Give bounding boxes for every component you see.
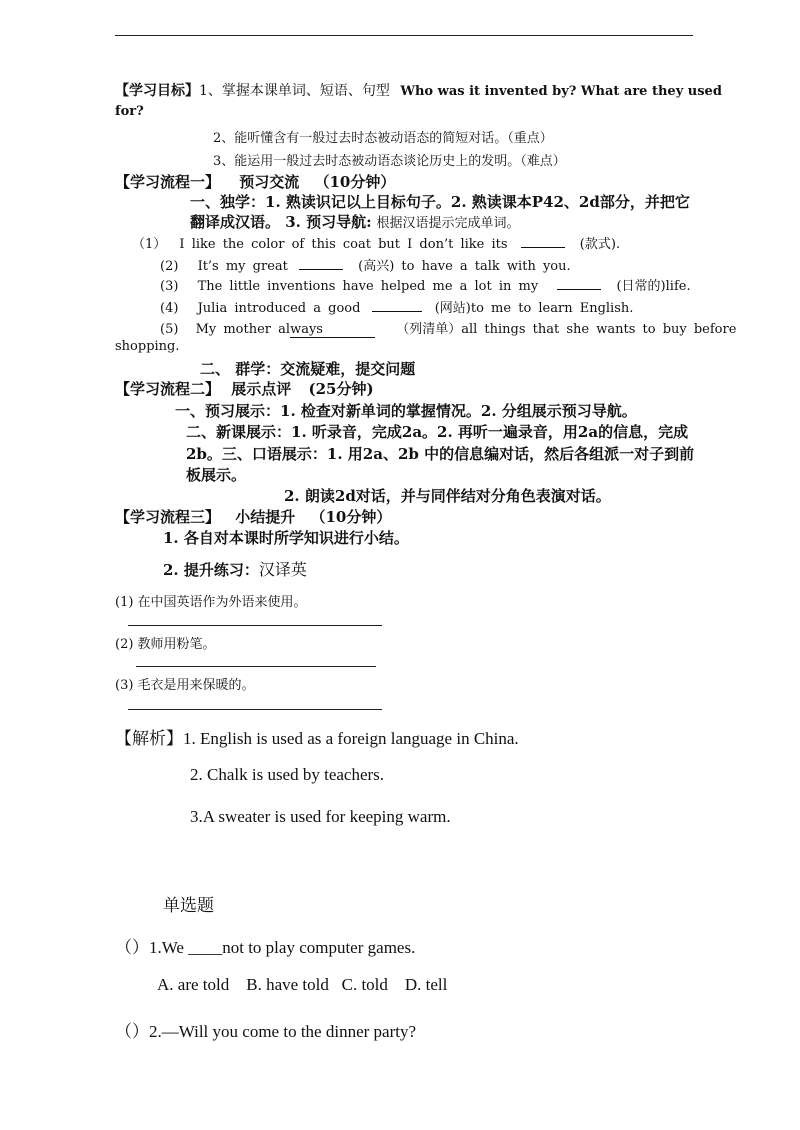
objectives-item1-cont: for? <box>115 104 144 119</box>
translation-3-answer-line[interactable] <box>128 709 382 710</box>
analysis-line1 <box>115 724 519 749</box>
flow3-time: （10分钟） <box>310 508 392 526</box>
mcq-q1-options[interactable]: A. are told B. have told C. told D. tell <box>157 975 448 994</box>
flow2-line4: 板展示。 <box>186 466 247 484</box>
analysis-a2: 2. Chalk is used by teachers. <box>190 765 385 784</box>
flow3-line2b: 汉译英 <box>258 560 307 579</box>
objectives-line1 <box>115 80 722 100</box>
mcq-q1: （）1.We ____not to play computer games. <box>115 938 416 957</box>
translation-2: (2) 教师用粉笔。 <box>115 637 216 652</box>
flow1-step1-line2 <box>190 211 519 232</box>
flow1-step1-line2a: 翻译成汉语。 3. 预习导航: <box>190 213 372 231</box>
translation-1: (1) 在中国英语作为外语来使用。 <box>115 595 307 610</box>
translation-3: (3) 毛衣是用来保暖的。 <box>115 678 255 693</box>
analysis-a3: 3.A sweater is used for keeping warm. <box>190 807 451 826</box>
objectives-item1-cn: 1、掌握本课单词、短语、句型 <box>199 83 390 99</box>
mcq-title: 单选题 <box>163 896 214 916</box>
exercise-5: (5) My mother always （列清单）all things that she wants to buy before <box>160 322 737 337</box>
flow3-title: 【学习流程三】 <box>115 508 221 526</box>
mcq-q2: （）2.—Will you come to the dinner party? <box>115 1022 416 1041</box>
flow3-line2a: 2. 提升练习： <box>163 561 259 579</box>
flow2-time: (25分钟) <box>308 380 374 398</box>
objectives-item1-en: Who was it invented by? What are they used <box>400 84 722 99</box>
translation-2-answer-line[interactable] <box>136 666 376 667</box>
exercise-4: (4) Julia introduced a good (网站)to me to learn English. <box>160 301 634 316</box>
objectives-label: 【学习目标】 <box>115 83 199 99</box>
flow1-time: （10分钟） <box>314 173 396 191</box>
exercise-5-cont: shopping. <box>115 339 180 354</box>
analysis-label: 【解析】 <box>115 729 183 748</box>
objectives-item2: 2、能听懂含有一般过去时态被动语态的简短对话。（重点） <box>213 131 553 146</box>
flow2-title: 【学习流程二】 <box>115 380 221 398</box>
flow3-heading <box>115 506 391 527</box>
flow2-line3: 2b。三、口语展示：1. 用2a、2b 中的信息编对话，然后各组派一对子到前 <box>186 445 695 463</box>
flow1-step1-line1: 一、独学：1. 熟读识记以上目标句子。2. 熟读课本P42、2d部分，并把它 <box>190 193 690 211</box>
flow2-line1: 一、预习展示：1. 检查对新单词的掌握情况。2. 分组展示预习导航。 <box>175 402 637 420</box>
flow3-line1: 1. 各自对本课时所学知识进行小结。 <box>163 529 409 547</box>
flow1-step1-line2b: 根据汉语提示完成单词。 <box>376 216 520 231</box>
exercise-5-blank[interactable]: ways <box>290 322 375 338</box>
exercise-2-blank[interactable] <box>299 257 343 270</box>
flow2-line2: 二、新课展示：1. 听录音，完成2a。2. 再听一遍录音，用2a的信息，完成 <box>186 423 689 441</box>
exercise-1: （1） I like the color of this coat but I don’t like its (款式). <box>132 237 621 252</box>
flow2-line5: 2. 朗读2d对话，并与同伴结对分角色表演对话。 <box>284 487 611 505</box>
header-rule <box>115 35 693 36</box>
exercise-2: (2) It’s my great (高兴) to have a talk with you. <box>160 259 571 274</box>
flow3-line2 <box>163 557 307 580</box>
flow1-heading <box>115 171 395 192</box>
flow3-name: 小结提升 <box>235 508 296 526</box>
translation-1-answer-line[interactable] <box>128 625 382 626</box>
flow1-step2: 二、 群学：交流疑难，提交问题 <box>200 360 416 378</box>
exercise-3-blank[interactable] <box>557 277 601 290</box>
flow1-name: 预习交流 <box>239 173 300 191</box>
objectives-item3: 3、能运用一般过去时态被动语态谈论历史上的发明。（难点） <box>213 154 566 169</box>
exercise-3: (3) The little inventions have helped me a lot in my (日常的)life. <box>160 279 691 294</box>
exercise-1-blank[interactable] <box>521 235 565 248</box>
flow2-name: 展示点评 <box>231 380 292 398</box>
flow2-heading <box>115 378 374 399</box>
flow1-title: 【学习流程一】 <box>115 173 221 191</box>
analysis-a1: 1. English is used as a foreign language in China. <box>183 729 519 748</box>
exercise-4-blank[interactable] <box>372 299 422 312</box>
